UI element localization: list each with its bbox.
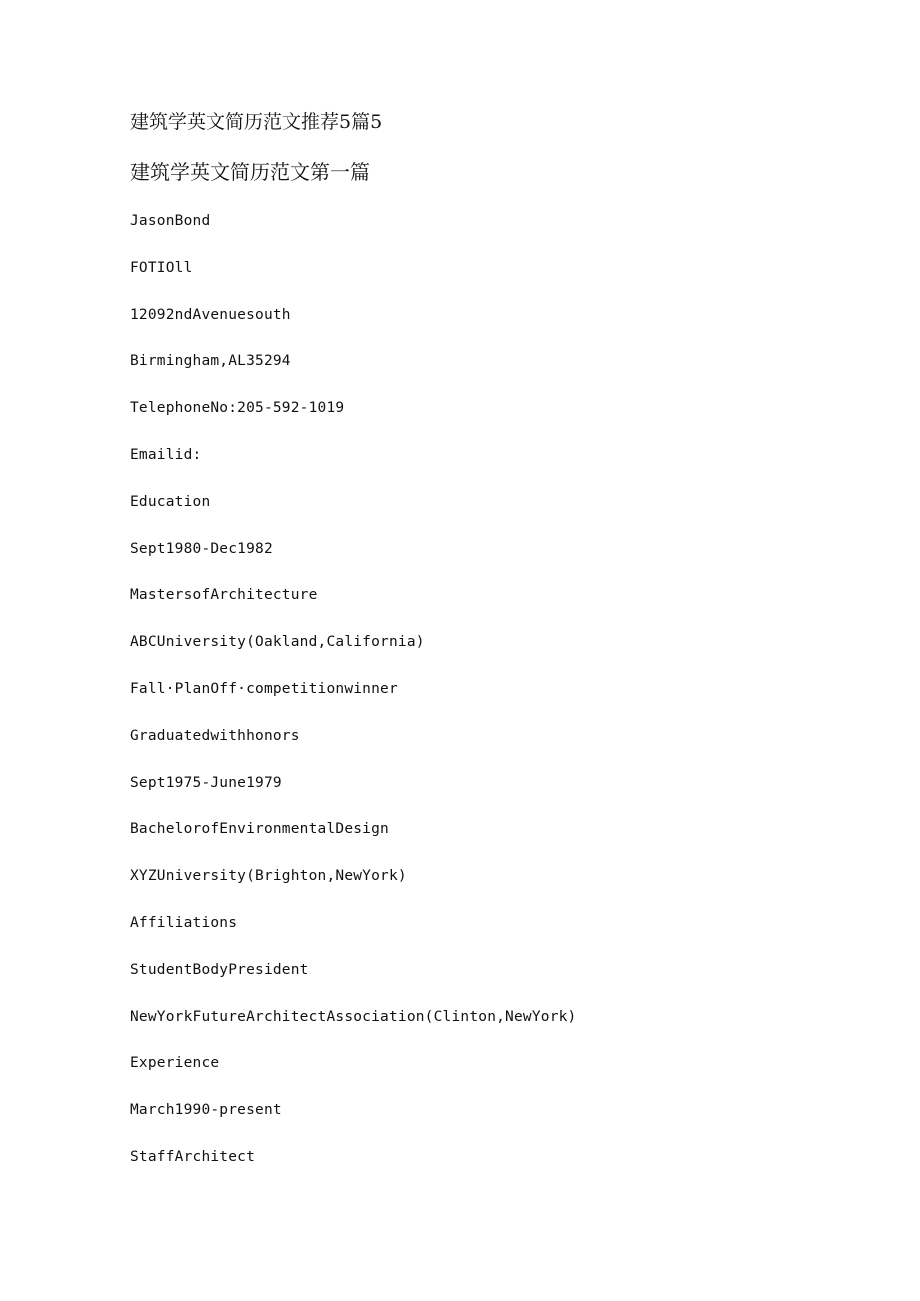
resume-line-degree: BachelorofEnvironmentalDesign [130, 821, 389, 838]
resume-line-date: Sept1980-Dec1982 [130, 540, 273, 557]
resume-line-affiliation: StudentBodyPresident [130, 961, 309, 978]
resume-line-award: Fall·PlanOff·competitionwinner [130, 680, 398, 697]
resume-line-date: March1990-present [130, 1102, 282, 1119]
resume-line-date: Sept1975-June1979 [130, 774, 282, 791]
resume-line-school: XYZUniversity(Brighton,NewYork) [130, 868, 407, 885]
resume-lines [130, 208, 577, 1191]
resume-line-street: 12092ndAvenuesouth [130, 306, 291, 323]
section-title: 建筑学英文简历范文第一篇 [130, 160, 370, 184]
resume-heading-affiliations: Affiliations [130, 914, 238, 931]
resume-line-honors: Graduatedwithhonors [130, 727, 300, 744]
resume-line-id: FOTIOll [130, 259, 193, 276]
resume-heading-experience: Experience [130, 1055, 220, 1072]
resume-line-degree: MastersofArchitecture [130, 587, 318, 604]
resume-line-name: JasonBond [130, 213, 211, 229]
resume-line-position: StaffArchitect [130, 1148, 256, 1165]
resume-heading-education: Education [130, 493, 211, 510]
resume-line-affiliation: NewYorkFutureArchitectAssociation(Clinton,NewYork) [130, 1008, 577, 1025]
document-title: 建筑学英文简历范文推荐5篇5 [130, 111, 383, 133]
resume-line-school: ABCUniversity(Oakland,California) [130, 634, 425, 651]
resume-line-telephone: TelephoneNo:205-592-1019 [130, 400, 345, 417]
resume-line-city: Birmingham,AL35294 [130, 353, 291, 370]
resume-line-email: Emailid: [130, 446, 202, 463]
